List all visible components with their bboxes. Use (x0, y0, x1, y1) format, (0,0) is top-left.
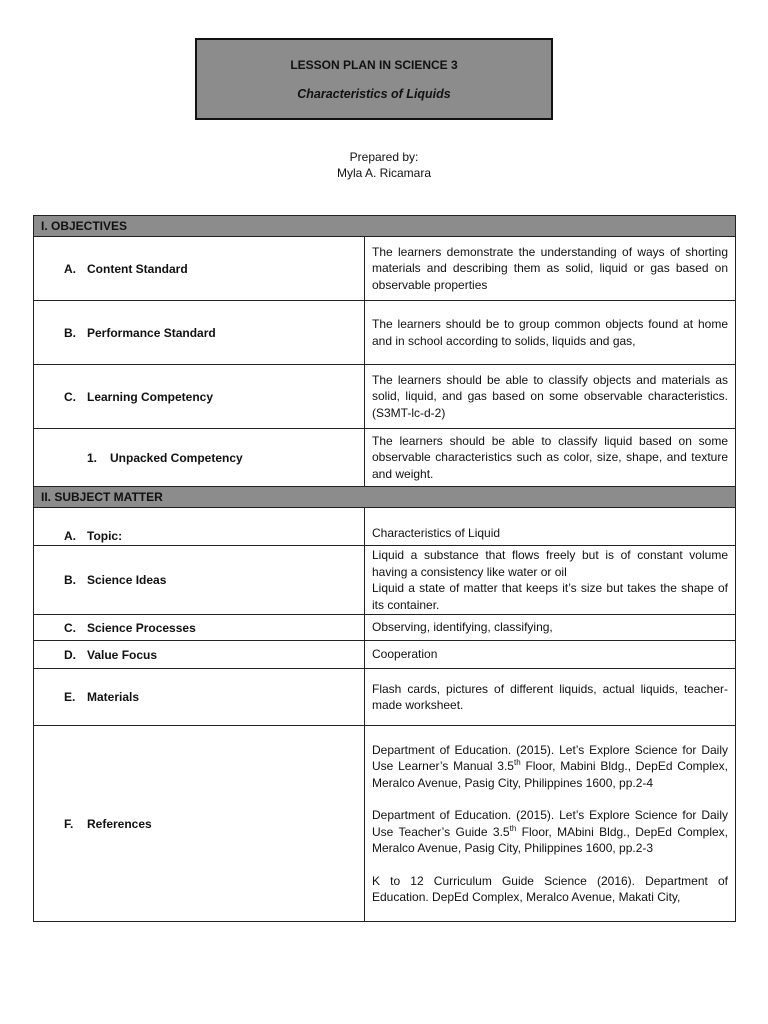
table-row (34, 641, 736, 669)
objectives-heading: I. OBJECTIVES (34, 216, 736, 237)
section-header-objectives (34, 216, 736, 237)
lesson-subtitle: Characteristics of Liquids (297, 87, 451, 101)
row-letter: E. (64, 690, 76, 704)
prepared-by-label: Prepared by: (349, 150, 419, 164)
subject-matter-heading: II. SUBJECT MATTER (34, 487, 736, 508)
science-ideas-label: Science Ideas (87, 573, 167, 587)
performance-standard-text: The learners should be to group common objects found at home and in school according to solids, liquids and gas, (365, 301, 736, 365)
table-row (34, 365, 736, 429)
row-letter: B. (64, 573, 76, 587)
table-row (34, 615, 736, 641)
lesson-plan-table (33, 215, 736, 922)
table-row (34, 508, 736, 546)
reference-1: Department of Education. (2015). Let’s Explore Science for Daily Use Learner’s Manual 3.5th Floor, Mabini Bldg., DepEd Complex, Meralco Avenue, Pasig City, Philippines 1600, pp.2-4 (372, 742, 728, 790)
row-letter: A. (64, 261, 76, 276)
row-letter: C. (64, 389, 76, 404)
references-text (365, 726, 736, 922)
table-row (34, 669, 736, 726)
row-letter: D. (64, 647, 76, 662)
unpacked-competency-label: Unpacked Competency (110, 450, 243, 465)
topic-text: Characteristics of Liquid (365, 508, 736, 546)
table-row (34, 237, 736, 301)
table-row (34, 301, 736, 365)
row-letter: C. (64, 620, 76, 635)
performance-standard-label: Performance Standard (87, 325, 216, 340)
learning-competency-text: The learners should be able to classify objects and materials as solid, liquid, and gas based on some observable characteristics. (S3MT-lc-d-2) (365, 365, 736, 429)
science-processes-text: Observing, identifying, classifying, (365, 615, 736, 641)
value-focus-label: Value Focus (87, 647, 158, 662)
science-idea-2: Liquid a state of matter that keeps it’s size but takes the shape of its container. (372, 581, 728, 612)
row-letter: B. (64, 325, 76, 340)
table-row (34, 429, 736, 487)
materials-label: Materials (87, 690, 140, 704)
reference-3: K to 12 Curriculum Guide Science (2016). Department of Education. DepEd Complex, Meralco Avenue, Makati City, (372, 873, 728, 904)
references-label: References (87, 816, 152, 831)
author-name: Myla A. Ricamara (336, 166, 432, 180)
row-letter: A. (64, 529, 76, 543)
title-box (195, 38, 553, 120)
content-standard-label: Content Standard (87, 261, 188, 276)
table-row (34, 546, 736, 615)
table-row (34, 726, 736, 922)
lesson-title: LESSON PLAN IN SCIENCE 3 (290, 58, 458, 72)
learning-competency-label: Learning Competency (87, 389, 214, 404)
science-idea-1: Liquid a substance that flows freely but is of constant volume having a consistency like water or oil (372, 548, 728, 579)
topic-label: Topic: (87, 529, 123, 543)
row-number: 1. (87, 450, 98, 465)
content-standard-text: The learners demonstrate the understanding of ways of shorting materials and describing them as solid, liquid or gas based on observable properties (365, 237, 736, 301)
section-header-subject-matter (34, 487, 736, 508)
value-focus-text: Cooperation (365, 641, 736, 669)
materials-text: Flash cards, pictures of different liquids, actual liquids, teacher-made worksheet. (365, 669, 736, 726)
science-processes-label: Science Processes (87, 620, 196, 635)
reference-2: Department of Education. (2015). Let’s Explore Science for Daily Use Teacher’s Guide 3.5th Floor, MAbini Bldg., DepEd Complex, Meralco Avenue, Pasig City, Philippines 1600, pp.2-3 (372, 808, 729, 855)
unpacked-competency-text: The learners should be able to classify liquid based on some observable characteristics such as color, size, shape, and texture and weight. (365, 429, 736, 487)
science-ideas-text (365, 546, 736, 615)
row-letter: F. (64, 816, 74, 831)
